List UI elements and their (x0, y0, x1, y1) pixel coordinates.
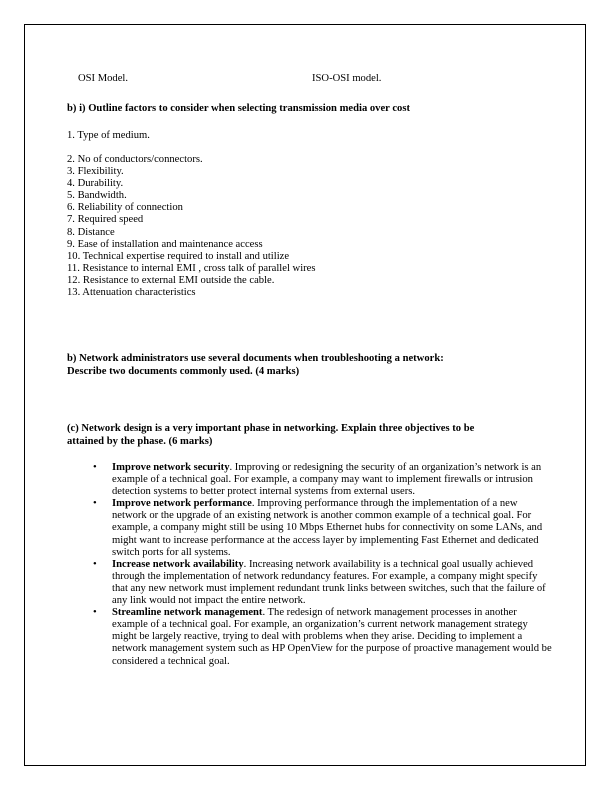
question-b-line1: b) Network administrators use several documents when troubleshooting a network: (67, 353, 444, 364)
factor-item: 8. Distance (67, 226, 115, 238)
factor-item: 7. Required speed (67, 214, 144, 226)
factor-item: 10. Technical expertise required to install and utilize (67, 250, 290, 262)
question-b-i-heading: b) i) Outline factors to consider when selecting transmission media over cost (67, 103, 410, 114)
factor-item: 2. No of conductors/connectors. (67, 154, 203, 165)
factor-item: 1. Type of medium. (67, 130, 150, 141)
bullet-icon: • (93, 607, 97, 619)
objective-text: . Increasing network availability is a technical goal usually achieved through the implementation of network redundancy features. For example, a company might specify that any new network must implement redundant trunk links between switches, such that the failure of any link would not impact the entire network. (112, 558, 546, 607)
objective-item (84, 462, 554, 498)
caption-iso-osi-model: ISO-OSI model. (312, 73, 382, 84)
question-c-line2: attained by the phase. (6 marks) (67, 436, 213, 447)
question-b-line2: Describe two documents commonly used. (4 marks) (67, 366, 300, 377)
objective-text: . Improving or redesigning the security of an organization’s network is an example of a technical goal. For example, a company may want to implement firewalls or intrusion detection systems to better protect internal systems from external users. (112, 462, 542, 498)
factor-item: 3. Flexibility. (67, 166, 124, 178)
factor-item: 11. Resistance to internal EMI , cross talk of parallel wires (67, 262, 316, 274)
objective-title: Improve network performance (112, 498, 252, 510)
bullet-icon: • (93, 498, 97, 510)
bullet-icon: • (93, 462, 97, 473)
factor-item: 12. Resistance to external EMI outside the cable. (67, 274, 275, 286)
objective-title: Increase network availability (112, 558, 244, 570)
factor-item: 13. Attenuation characteristics (67, 287, 196, 299)
factor-item: 4. Durability. (67, 178, 124, 190)
objective-text: . Improving performance through the implementation of a new network or the upgrade of an existing network is another common example of a technical goal. For example, a company might still be using 10 Mbps Ethernet hubs for connectivity on some LANs, and might want to increase performance at the access layer by implementing Fast Ethernet and dedicated switch ports for all systems. (112, 498, 543, 558)
objective-item (84, 607, 554, 667)
objective-title: Streamline network management (112, 607, 263, 619)
bullet-icon: • (93, 558, 97, 570)
objectives-list (84, 462, 554, 668)
question-c-line1: (c) Network design is a very important phase in networking. Explain three objectives to be (67, 423, 475, 434)
factors-list (67, 154, 316, 299)
caption-osi-model: OSI Model. (78, 73, 129, 84)
objective-text: . The redesign of network management processes in another example of a technical goal. For example, an organization’s current network management strategy might be largely reactive, trying to deal with problems when they arise. Deciding to implement a network management system such as HP OpenView for the purpose of proactive management would be considered a technical goal. (112, 607, 552, 667)
objective-item (84, 498, 554, 558)
objective-title: Improve network security (112, 462, 230, 473)
factor-item: 9. Ease of installation and maintenance access (67, 238, 263, 250)
factor-item: 5. Bandwidth. (67, 190, 127, 202)
factor-item: 6. Reliability of connection (67, 202, 183, 214)
objective-item (84, 559, 554, 607)
